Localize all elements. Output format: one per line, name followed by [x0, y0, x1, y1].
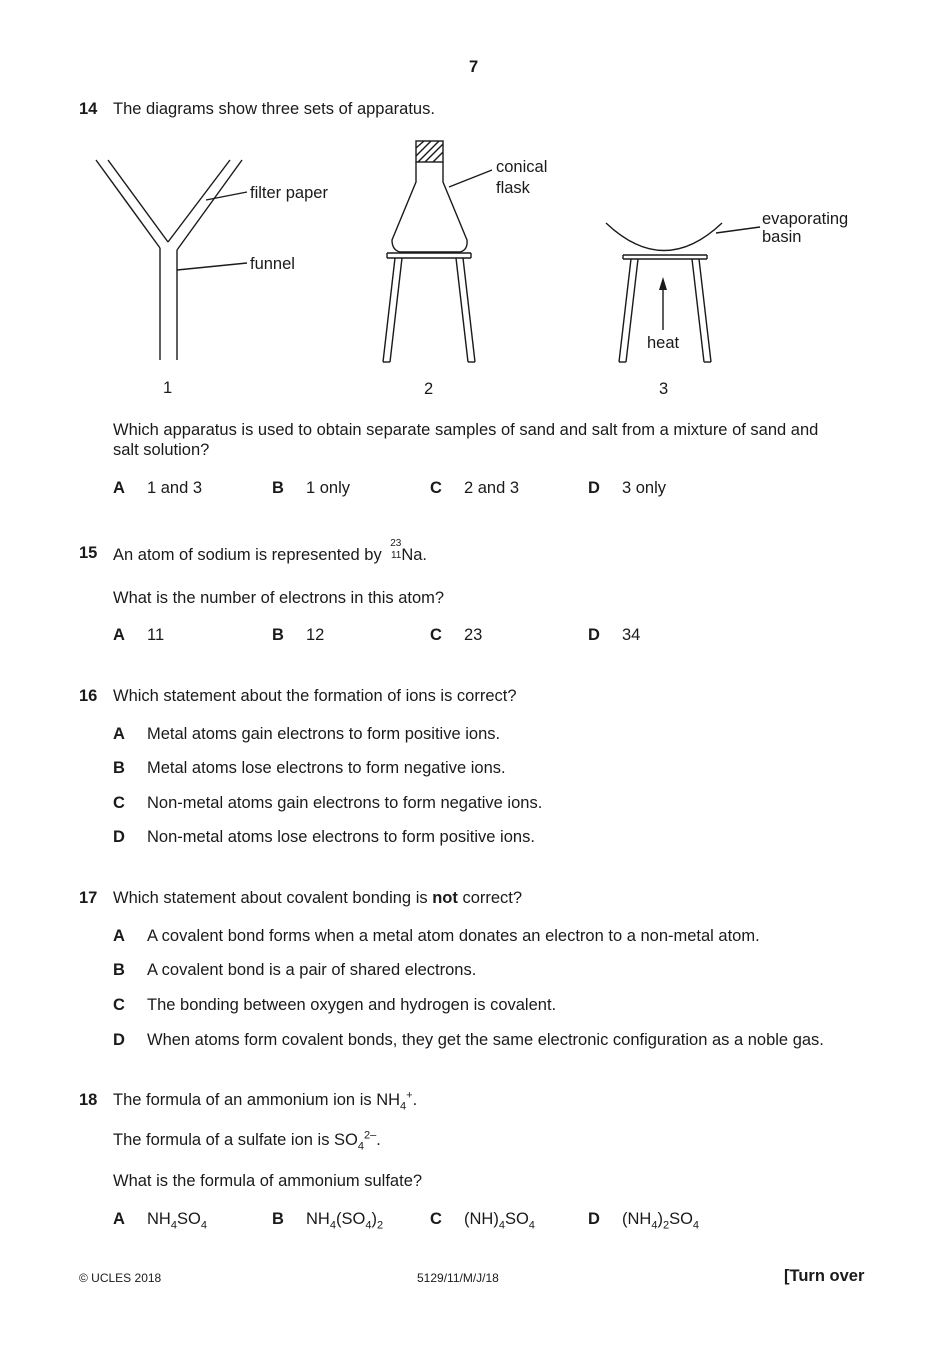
q18-option-letter-b[interactable]: B: [272, 1210, 284, 1228]
q14-option-text-c[interactable]: 2 and 3: [464, 479, 520, 497]
q18-line1-sup: +: [406, 1089, 413, 1102]
q14-option-text-b[interactable]: 1 only: [306, 479, 351, 497]
element-symbol: Na.: [401, 546, 428, 564]
q16-option-letter-b[interactable]: B: [113, 759, 125, 777]
formula-sub: 4: [528, 1219, 535, 1232]
page-number: 7: [469, 58, 479, 76]
q15-option-text-b[interactable]: 12: [306, 626, 325, 644]
evaporating-basin-drawing: [606, 223, 760, 362]
formula-part: SO: [176, 1210, 201, 1228]
label-flask: flask: [496, 179, 530, 197]
q17-option-letter-c[interactable]: C: [113, 996, 125, 1014]
formula-part: (NH): [464, 1210, 499, 1228]
q16-option-text-d[interactable]: Non-metal atoms lose electrons to form positive ions.: [147, 828, 535, 846]
q17-number: 17: [79, 889, 98, 907]
q15-option-text-d[interactable]: 34: [622, 626, 641, 644]
q14-option-letter-c[interactable]: C: [430, 479, 442, 497]
q18-option-text-a[interactable]: [147, 1210, 207, 1232]
q18-line1-end: .: [412, 1091, 418, 1109]
q15-number: 15: [79, 544, 98, 562]
formula-sub: 4: [365, 1219, 372, 1232]
formula-part: (SO: [335, 1210, 366, 1228]
label-filter-paper: filter paper: [250, 184, 328, 202]
formula-part: ): [657, 1210, 663, 1228]
formula-sub: 4: [651, 1219, 658, 1232]
q16-option-text-b[interactable]: Metal atoms lose electrons to form negative ions.: [147, 759, 506, 777]
label-evaporating: evaporating: [762, 210, 849, 228]
label-diagram-2: 2: [424, 380, 434, 398]
q15-option-letter-d[interactable]: D: [588, 626, 600, 644]
q17-option-text-b[interactable]: A covalent bond is a pair of shared electrons.: [147, 961, 477, 979]
formula-part: NH: [147, 1210, 171, 1228]
label-basin: basin: [762, 228, 802, 246]
q16-option-letter-a[interactable]: A: [113, 725, 125, 743]
q15-option-letter-b[interactable]: B: [272, 626, 284, 644]
q15-text: [113, 538, 428, 565]
q14-option-letter-a[interactable]: A: [113, 479, 125, 497]
formula-sub: 2: [376, 1219, 384, 1232]
q14-number: 14: [79, 100, 98, 118]
formula-sub: 4: [329, 1219, 336, 1232]
funnel-drawing: [96, 160, 247, 360]
q15-text-before: An atom of sodium is represented by: [113, 546, 382, 564]
q16-number: 16: [79, 687, 98, 705]
formula-sub: 4: [170, 1219, 177, 1232]
sodium-nuclide-notation: [386, 538, 402, 561]
q17-text-bold: not: [432, 889, 458, 907]
conical-flask-drawing: [383, 141, 492, 362]
q16-option-text-c[interactable]: Non-metal atoms gain electrons to form negative ions.: [147, 794, 543, 812]
q18-line2-text: The formula of a sulfate ion is SO: [113, 1131, 358, 1149]
q16-option-text-a[interactable]: Metal atoms gain electrons to form positive ions.: [147, 725, 501, 743]
formula-part: NH: [306, 1210, 330, 1228]
q15-option-letter-c[interactable]: C: [430, 626, 442, 644]
q15-option-letter-a[interactable]: A: [113, 626, 125, 644]
q18-option-letter-a[interactable]: A: [113, 1210, 125, 1228]
q18-line2-end: .: [376, 1131, 381, 1149]
q18-line1-sub: 4: [400, 1100, 407, 1113]
formula-part: SO: [669, 1210, 693, 1228]
q18-line1: [113, 1089, 418, 1113]
q15-question: What is the number of electrons in this atom?: [113, 589, 445, 607]
q17-text-after: correct?: [462, 889, 523, 907]
q18-line1-text: The formula of an ammonium ion is NH: [113, 1091, 401, 1109]
formula-sub: 4: [692, 1219, 700, 1232]
q14-option-letter-b[interactable]: B: [272, 479, 284, 497]
q14-option-text-a[interactable]: 1 and 3: [147, 479, 203, 497]
formula-sub: 4: [498, 1219, 505, 1232]
q18-question: What is the formula of ammonium sulfate?: [113, 1172, 423, 1190]
q18-line2-sup: 2–: [364, 1129, 377, 1142]
formula-part: SO: [504, 1210, 529, 1228]
q18-line2: [113, 1129, 381, 1153]
atomic-number: 11: [390, 550, 402, 561]
q14-option-text-d[interactable]: 3 only: [622, 479, 667, 497]
q18-line2-sub: 4: [357, 1140, 364, 1153]
q18-option-text-b[interactable]: [306, 1210, 384, 1232]
label-heat: heat: [647, 334, 680, 352]
q17-option-text-d[interactable]: When atoms form covalent bonds, they get the same electronic configuration as a noble gas.: [147, 1031, 824, 1049]
label-diagram-1: 1: [163, 379, 173, 397]
heat-arrow-head: [659, 277, 667, 290]
q17-option-letter-a[interactable]: A: [113, 927, 125, 945]
q18-number: 18: [79, 1091, 98, 1109]
q17-option-letter-b[interactable]: B: [113, 961, 125, 979]
q16-text: Which statement about the formation of ions is correct?: [113, 687, 517, 705]
formula-sub: 2: [662, 1219, 670, 1232]
q14-question-line2: salt solution?: [113, 441, 210, 459]
q14-question-line1: Which apparatus is used to obtain separate samples of sand and salt from a mixture of sand and: [113, 421, 819, 439]
footer-copyright: © UCLES 2018: [79, 1271, 162, 1285]
label-funnel: funnel: [250, 255, 295, 273]
mass-number: 23: [390, 538, 402, 549]
label-conical: conical: [496, 158, 548, 176]
apparatus-diagram: [0, 0, 950, 410]
q17-text: [113, 889, 522, 908]
q15-option-text-c[interactable]: 23: [464, 626, 483, 644]
q14-option-letter-d[interactable]: D: [588, 479, 600, 497]
q18-option-letter-d[interactable]: D: [588, 1210, 600, 1228]
formula-part: (NH: [622, 1210, 652, 1228]
q17-text-before: Which statement about covalent bonding is: [113, 889, 428, 907]
formula-part: ): [371, 1210, 377, 1228]
q17-option-text-a[interactable]: A covalent bond forms when a metal atom donates an electron to a non-metal atom.: [147, 927, 760, 945]
q17-option-letter-d[interactable]: D: [113, 1031, 125, 1049]
q17-option-text-c[interactable]: The bonding between oxygen and hydrogen is covalent.: [147, 996, 557, 1014]
q18-option-text-d[interactable]: [622, 1210, 700, 1232]
q16-option-letter-c[interactable]: C: [113, 794, 125, 812]
formula-sub: 4: [200, 1219, 207, 1232]
footer-turn-over: [Turn over: [784, 1267, 865, 1285]
q14-text: The diagrams show three sets of apparatus.: [113, 100, 435, 118]
label-diagram-3: 3: [659, 380, 669, 398]
footer-code: 5129/11/M/J/18: [417, 1271, 499, 1285]
q18-option-text-c[interactable]: [464, 1210, 535, 1232]
q18-option-letter-c[interactable]: C: [430, 1210, 442, 1228]
q15-option-text-a[interactable]: 11: [147, 626, 165, 644]
q16-option-letter-d[interactable]: D: [113, 828, 125, 846]
